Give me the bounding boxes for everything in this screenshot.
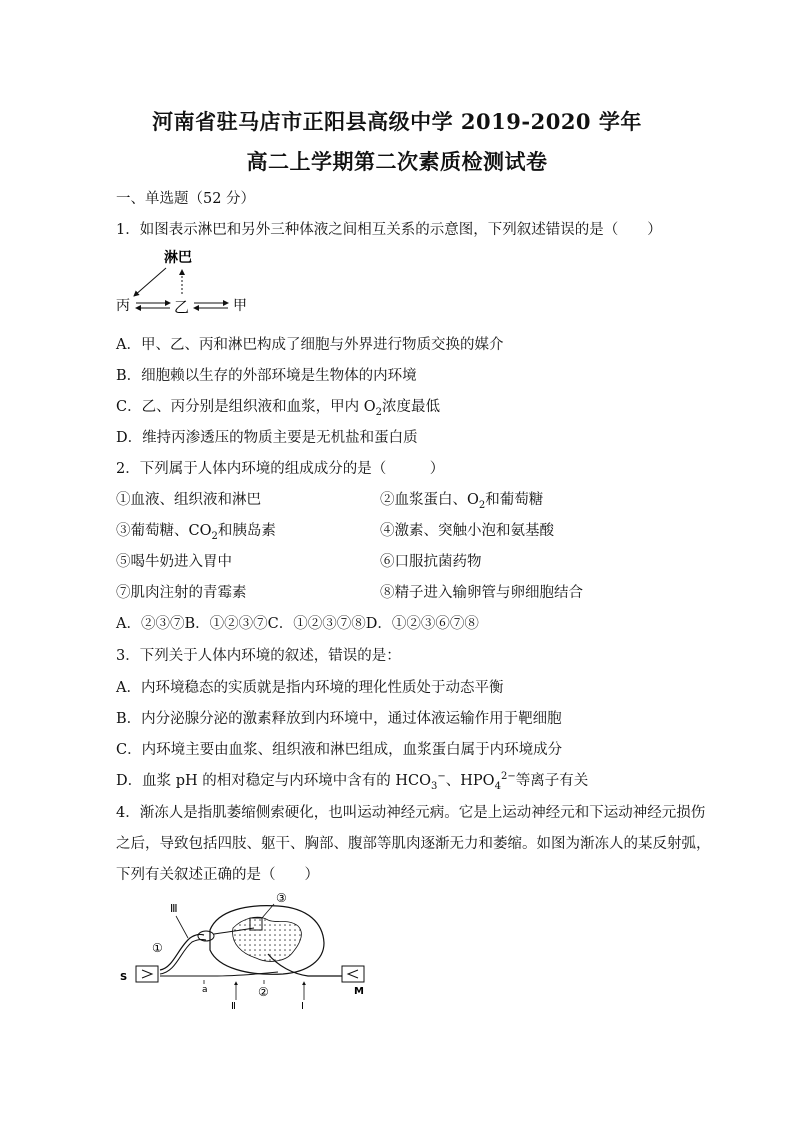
q2-item-8: ⑧精子进入输卵管与卵细胞结合 [380,585,583,601]
q2-item-3: ③葡萄糖、$CO_2$和胰岛素 [116,523,276,542]
label-I: Ⅰ [301,1001,304,1010]
q4-reflex-arc-diagram [118,888,368,1010]
label-II: Ⅱ [231,1001,236,1010]
gray-matter [233,917,302,961]
q4-line-1: 4．渐冻人是指肌萎缩侧索硬化，也叫运动神经元病。它是上运动神经元和下运动神经元损伤 [116,805,706,821]
document-title-line1: 河南省驻马店市正阳县高级中学 2019-2020 学年 [152,109,642,134]
diagram-label-bing: 丙 [116,298,130,314]
diagram-label-lymph: 淋巴 [164,250,192,266]
sensory-fiber-inner [160,939,206,974]
q2-item-6: ⑥口服抗菌药物 [380,554,482,570]
q1-option-d: D．维持丙渗透压的物质主要是无机盐和蛋白质 [116,430,418,446]
effector-symbol [348,970,358,978]
q2-item-2: ②血浆蛋白、$O_2$和葡萄糖 [380,492,544,511]
diagram-label-jia: 甲 [233,298,247,314]
label-S: S [120,972,128,983]
label-M: M [354,986,364,997]
q2-item-1: ①血液、组织液和淋巴 [116,492,261,508]
q2-options: A．②③⑦B．①②③⑦C．①②③⑦⑧D．①②③⑥⑦⑧ [116,616,479,632]
q3-stem: 3．下列关于人体内环境的叙述，错误的是： [116,648,401,664]
q1-stem: 1．如图表示淋巴和另外三种体液之间相互关系的示意图，下列叙述错误的是（ ） [116,222,662,238]
q3-option-a: A．内环境稳态的实质就是指内环境的理化性质处于动态平衡 [116,680,504,696]
label-3: ③ [276,891,287,905]
receptor-symbol [142,970,152,978]
q2-stem: 2．下列属于人体内环境的组成成分的是（ ） [116,461,445,477]
q4-line-2: 之后，导致包括四肢、躯干、胸部、腹部等肌肉逐渐无力和萎缩。如图为渐冻人的某反射弧， [116,836,711,852]
effector-box [342,966,364,982]
diagram-label-yi: 乙 [174,298,190,316]
q1-option-c: C．乙、丙分别是组织液和血浆，甲内 $O_2$浓度最低 [116,399,440,418]
label-a: a [202,985,208,995]
receptor-box [136,966,158,982]
q3-option-c: C．内环境主要由血浆、组织液和淋巴组成，血浆蛋白属于内环境成分 [116,742,563,758]
q3-option-d: D．血浆 pH 的相对稳定与内环境中含有的 $HCO_3^-$、$HPO_4^{2-}$等离子有关 [116,771,589,792]
section-heading: 一、单选题（52 分） [116,191,256,207]
q1-fluid-diagram [116,246,256,320]
q1-option-a: A．甲、乙、丙和淋巴构成了细胞与外界进行物质交换的媒介 [116,337,504,353]
q2-item-4: ④激素、突触小泡和氨基酸 [380,523,554,539]
document-title-line2: 高二上学期第二次素质检测试卷 [246,149,548,174]
label-2: ② [258,985,269,999]
lower-fiber [160,972,278,976]
label-III: Ⅲ [170,902,178,915]
label-III-leader [176,916,188,938]
arrow-lymph-to-bing [134,268,166,296]
label-1: ① [152,941,163,955]
q1-option-b: B．细胞赖以生存的外部环境是生物体的内环境 [116,368,417,384]
q3-option-b: B．内分泌腺分泌的激素释放到内环境中，通过体液运输作用于靶细胞 [116,711,562,727]
q2-item-5: ⑤喝牛奶进入胃中 [116,554,232,570]
q4-line-3: 下列有关叙述正确的是（ ） [116,867,319,883]
q2-item-7: ⑦肌肉注射的青霉素 [116,585,247,601]
